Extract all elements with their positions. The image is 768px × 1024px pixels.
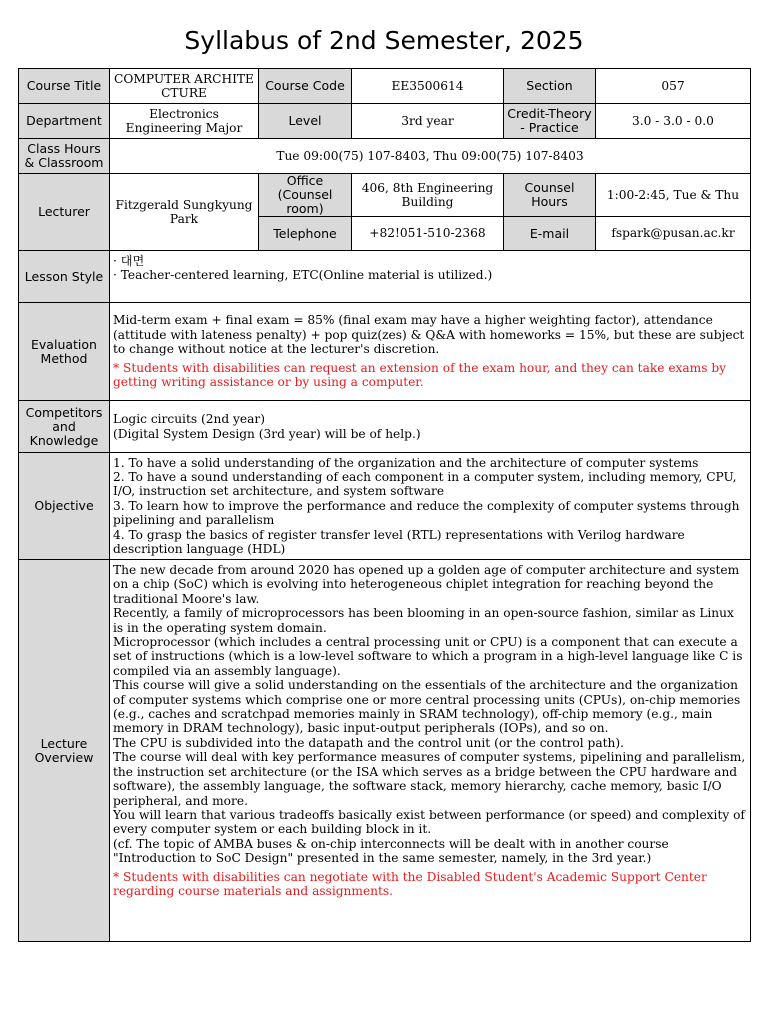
email-label: E-mail [504, 217, 596, 251]
telephone-value: +82!051-510-2368 [352, 217, 504, 251]
competitors-label: Competitors and Knowledge [19, 401, 110, 453]
counsel-hours-label: Counsel Hours [504, 174, 596, 217]
competitors-item: (Digital System Design (3rd year) will be of help.) [113, 426, 421, 441]
row-competitors [19, 401, 751, 453]
office-label: Office (Counsel room) [259, 174, 352, 217]
row-class-hours [19, 139, 751, 174]
course-title-value: COMPUTER ARCHITECTURE [110, 69, 259, 104]
lesson-style-item: · 대면 [113, 254, 145, 268]
objective-item: 2. To have a sound understanding of each component in a computer system, including memory, CPU, I/O, instruction set architecture, and system software [113, 469, 737, 499]
class-hours-label: Class Hours & Classroom [19, 139, 110, 174]
overview-paragraph: This course will give a solid understanding on the essentials of the architecture and the organization of computer systems which comprise one or more central processing units (CPUs), on-chip memories (e.g., caches and scratchpad memories mainly in SRAM technology), off-chip memory (e.g., main memory in DRAM technology), basic input-output peripherals (IOPs), and so on. [113, 678, 741, 736]
lesson-style-content [110, 251, 751, 303]
overview-paragraph: (cf. The topic of AMBA buses & on-chip interconnects will be dealt with in another course "Introduction to SoC Design" presented in the same semester, namely, in the 3rd year.) [113, 836, 669, 866]
overview-content [110, 560, 751, 942]
evaluation-content [110, 303, 751, 401]
overview-paragraph: The course will deal with key performance measures of computer systems, pipelining and parallelism, the instruction set architecture (or the ISA which serves as a bridge between the CPU hardware and software), the assembly language, the software stack, memory hierarchy, cache memory, basic I/O peripheral, and more. [113, 750, 746, 808]
row-course [19, 69, 751, 104]
email-value: fspark@pusan.ac.kr [596, 217, 751, 251]
department-value: Electronics Engineering Major [110, 104, 259, 139]
overview-paragraph: The CPU is subdivided into the datapath and the control unit (or the control path). [113, 735, 624, 750]
course-code-label: Course Code [259, 69, 352, 104]
objective-content [110, 453, 751, 560]
syllabus-table [18, 68, 751, 942]
overview-paragraph: The new decade from around 2020 has opened up a golden age of computer architecture and system on a chip (SoC) which is evolving into heterogeneous chiplet integration for reaching beyond the traditional Moore's law. [113, 563, 740, 606]
credit-value: 3.0 - 3.0 - 0.0 [596, 104, 751, 139]
page-title: Syllabus of 2nd Semester, 2025 [184, 26, 584, 55]
objective-label: Objective [19, 453, 110, 560]
evaluation-note: * Students with disabilities can request an extension of the exam hour, and they can take exams by getting writing assistance or by using a computer. [113, 360, 727, 390]
level-value: 3rd year [352, 104, 504, 139]
overview-note: * Students with disabilities can negotiate with the Disabled Student's Academic Support Center regarding course materials and assignments. [113, 869, 707, 898]
row-objective [19, 453, 751, 560]
section-value: 057 [596, 69, 751, 104]
course-code-value: EE3500614 [352, 69, 504, 104]
row-lecturer-1 [19, 174, 751, 217]
evaluation-text: Mid-term exam + final exam = 85% (final exam may have a higher weighting factor), attendance (attitude with lateness penalty) + pop quiz(zes) & Q&A with homeworks = 15%, but these are subject to change without notice at the lecturer's discretion. [113, 313, 745, 357]
lesson-style-label: Lesson Style [19, 251, 110, 303]
lecturer-value: Fitzgerald Sungkyung Park [110, 174, 259, 251]
row-overview [19, 560, 751, 942]
course-title-label: Course Title [19, 69, 110, 104]
lesson-style-item: · Teacher-centered learning, ETC(Online material is utilized.) [113, 268, 493, 283]
overview-label: Lecture Overview [19, 560, 110, 942]
objective-item: 4. To grasp the basics of register transfer level (RTL) representations with Verilog hardware description language (HDL) [113, 527, 685, 557]
office-value: 406, 8th Engineering Building [352, 174, 504, 217]
department-label: Department [19, 104, 110, 139]
class-hours-value: Tue 09:00(75) 107-8403, Thu 09:00(75) 107-8403 [110, 139, 751, 174]
lecturer-label: Lecturer [19, 174, 110, 251]
row-department [19, 104, 751, 139]
row-lesson-style [19, 251, 751, 303]
competitors-item: Logic circuits (2nd year) [113, 412, 265, 427]
objective-item: 3. To learn how to improve the performance and reduce the complexity of computer systems through pipelining and parallelism [113, 498, 740, 528]
section-label: Section [504, 69, 596, 104]
credit-label: Credit-Theory - Practice [504, 104, 596, 139]
row-evaluation [19, 303, 751, 401]
telephone-label: Telephone [259, 217, 352, 251]
overview-paragraph: Microprocessor (which includes a central processing unit or CPU) is a component that can execute a set of instructions (which is a low-level software to which a program in a high-level language like C is compiled via an assembly language). [113, 635, 743, 678]
level-label: Level [259, 104, 352, 139]
overview-paragraph: You will learn that various tradeoffs basically exist between performance (or speed) and complexity of every computer system or each building block in it. [113, 807, 745, 837]
evaluation-label: Evaluation Method [19, 303, 110, 401]
counsel-hours-value: 1:00-2:45, Tue & Thu [596, 174, 751, 217]
overview-paragraph: Recently, a family of microprocessors has been blooming in an open-source fashion, similar as Linux is in the operating system domain. [113, 606, 734, 635]
objective-item: 1. To have a solid understanding of the organization and the architecture of computer systems [113, 455, 699, 470]
competitors-content [110, 401, 751, 453]
